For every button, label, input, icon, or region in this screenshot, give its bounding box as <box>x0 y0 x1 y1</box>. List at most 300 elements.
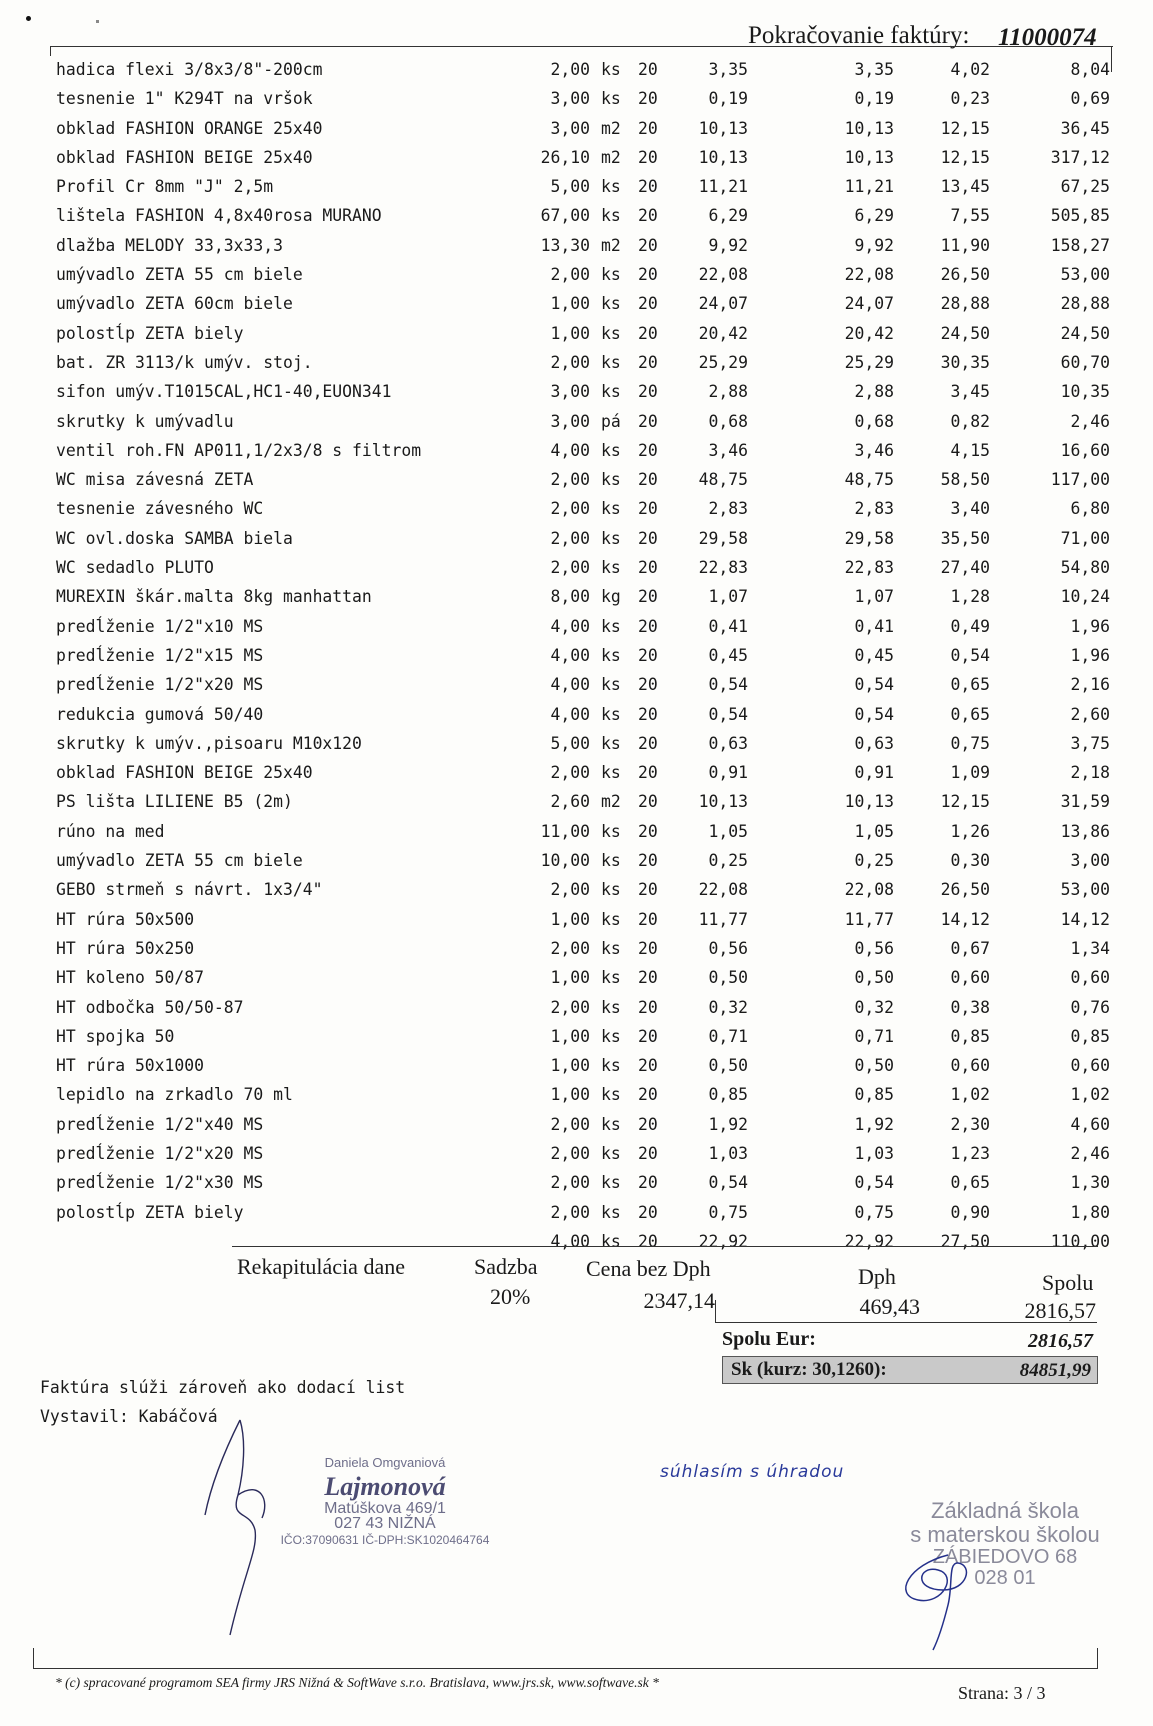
item-quantity: 5,00 <box>550 177 590 197</box>
item-quantity: 2,00 <box>550 528 590 548</box>
item-name: skrutky k umývadlu <box>56 411 234 431</box>
item-vat-rate: 20 <box>638 382 658 402</box>
item-total: 28,88 <box>1060 294 1110 314</box>
header-rule <box>50 46 1113 47</box>
item-unit-price: 0,19 <box>708 89 748 109</box>
item-unit: pá <box>601 411 621 431</box>
item-net: 0,32 <box>854 997 894 1017</box>
item-net: 22,08 <box>844 880 894 900</box>
item-quantity: 2,00 <box>550 763 590 783</box>
item-total: 36,45 <box>1060 118 1110 138</box>
item-unit: ks <box>601 616 621 636</box>
item-vat-rate: 20 <box>638 821 658 841</box>
item-quantity: 4,00 <box>550 675 590 695</box>
item-quantity: 1,00 <box>550 294 590 314</box>
item-gross: 0,67 <box>950 938 990 958</box>
item-net: 0,54 <box>854 704 894 724</box>
table-row <box>0 408 1153 437</box>
base-header: Cena bez Dph <box>586 1256 711 1281</box>
item-total: 31,59 <box>1060 792 1110 812</box>
item-gross: 26,50 <box>940 880 990 900</box>
table-row <box>0 202 1153 231</box>
item-total: 158,27 <box>1050 235 1110 255</box>
item-net: 2,83 <box>854 499 894 519</box>
item-net: 29,58 <box>844 528 894 548</box>
item-gross: 0,75 <box>950 733 990 753</box>
item-gross: 58,50 <box>940 470 990 490</box>
eur-total-label: Spolu Eur: <box>722 1328 816 1350</box>
table-row <box>0 994 1153 1023</box>
item-total: 110,00 <box>1050 1231 1110 1251</box>
item-gross: 13,45 <box>940 177 990 197</box>
item-name: redukcia gumová 50/40 <box>56 704 264 724</box>
item-vat-rate: 20 <box>638 1056 658 1076</box>
item-unit-price: 11,21 <box>698 177 748 197</box>
item-total: 13,86 <box>1060 821 1110 841</box>
item-total: 0,76 <box>1070 997 1110 1017</box>
item-total: 0,85 <box>1070 1026 1110 1046</box>
table-row <box>0 1052 1153 1081</box>
item-net: 6,29 <box>854 206 894 226</box>
table-row <box>0 85 1153 114</box>
item-name: WC sedadlo PLUTO <box>56 558 214 578</box>
sk-total-value: 84851,99 <box>1019 1360 1091 1381</box>
item-unit-price: 6,29 <box>708 206 748 226</box>
item-gross: 1,28 <box>950 587 990 607</box>
table-row <box>0 642 1153 671</box>
item-name: bat. ZR 3113/k umýv. stoj. <box>56 352 313 372</box>
item-name: tesnenie závesného WC <box>56 499 264 519</box>
item-name: umývadlo ZETA 55 cm biele <box>56 851 303 871</box>
item-quantity: 2,00 <box>550 60 590 79</box>
item-gross: 24,50 <box>940 323 990 343</box>
stamp-owner-name: Daniela Omgvaniová <box>324 1455 446 1470</box>
item-vat-rate: 20 <box>638 675 658 695</box>
item-total: 4,60 <box>1070 1114 1110 1134</box>
item-name: hadica flexi 3/8x3/8"-200cm <box>56 60 323 79</box>
item-gross: 27,40 <box>940 558 990 578</box>
item-name: GEBO strmeň s návrt. 1x3/4" <box>56 880 323 900</box>
item-vat-rate: 20 <box>638 733 658 753</box>
item-vat-rate: 20 <box>638 177 658 197</box>
item-quantity: 3,00 <box>550 411 590 431</box>
issued-by-text: Vystavil: Kabáčová <box>40 1407 218 1426</box>
item-unit-price: 22,92 <box>698 1231 748 1251</box>
item-unit-price: 0,25 <box>708 851 748 871</box>
item-unit-price: 20,42 <box>698 323 748 343</box>
table-row <box>0 261 1153 290</box>
item-unit: ks <box>601 821 621 841</box>
item-quantity: 26,10 <box>540 147 590 167</box>
handwritten-approval: súhlasím s úhradou <box>660 1462 845 1482</box>
item-gross: 26,50 <box>940 265 990 285</box>
item-vat-rate: 20 <box>638 265 658 285</box>
item-vat-rate: 20 <box>638 997 658 1017</box>
item-vat-rate: 20 <box>638 616 658 636</box>
item-net: 0,56 <box>854 938 894 958</box>
supplier-stamp <box>255 1455 515 1547</box>
table-row <box>0 1169 1153 1198</box>
vat-header: Dph <box>858 1264 896 1289</box>
item-vat-rate: 20 <box>638 1231 658 1251</box>
item-gross: 12,15 <box>940 118 990 138</box>
item-total: 14,12 <box>1060 909 1110 929</box>
item-quantity: 2,00 <box>550 880 590 900</box>
item-unit-price: 0,75 <box>708 1202 748 1222</box>
item-total: 2,60 <box>1070 704 1110 724</box>
item-name: umývadlo ZETA 55 cm biele <box>56 265 303 285</box>
table-row <box>0 906 1153 935</box>
item-net: 1,05 <box>854 821 894 841</box>
item-name: obklad FASHION BEIGE 25x40 <box>56 763 313 783</box>
item-unit: ks <box>601 997 621 1017</box>
item-gross: 2,30 <box>950 1114 990 1134</box>
table-row <box>0 1081 1153 1110</box>
item-name: HT koleno 50/87 <box>56 968 205 988</box>
item-vat-rate: 20 <box>638 118 658 138</box>
item-unit-price: 48,75 <box>698 470 748 490</box>
item-unit: ks <box>601 645 621 665</box>
table-row <box>0 847 1153 876</box>
item-net: 9,92 <box>854 235 894 255</box>
item-unit: ks <box>601 1056 621 1076</box>
item-vat-rate: 20 <box>638 1143 658 1163</box>
table-row <box>0 290 1153 319</box>
item-vat-rate: 20 <box>638 440 658 460</box>
item-quantity: 11,00 <box>540 821 590 841</box>
table-row <box>0 935 1153 964</box>
table-row <box>0 759 1153 788</box>
item-net: 0,68 <box>854 411 894 431</box>
footer-frame <box>33 1648 1098 1669</box>
item-name: dlažba MELODY 33,3x33,3 <box>56 235 283 255</box>
item-name: tesnenie 1" K294T na vršok <box>56 89 313 109</box>
item-net: 10,13 <box>844 792 894 812</box>
item-vat-rate: 20 <box>638 499 658 519</box>
item-net: 25,29 <box>844 352 894 372</box>
item-unit-price: 22,83 <box>698 558 748 578</box>
item-unit: m2 <box>601 235 621 255</box>
table-row <box>0 1111 1153 1140</box>
table-row <box>0 378 1153 407</box>
item-quantity: 10,00 <box>540 851 590 871</box>
item-name: ventil roh.FN AP011,1/2x3/8 s filtrom <box>56 440 422 460</box>
item-total: 0,69 <box>1070 89 1110 109</box>
item-vat-rate: 20 <box>638 880 658 900</box>
item-gross: 0,65 <box>950 1173 990 1193</box>
item-vat-rate: 20 <box>638 851 658 871</box>
item-name: umývadlo ZETA 60cm biele <box>56 294 293 314</box>
item-unit: ks <box>601 851 621 871</box>
item-total: 2,46 <box>1070 411 1110 431</box>
item-net: 10,13 <box>844 147 894 167</box>
item-unit: ks <box>601 1085 621 1105</box>
table-row <box>0 1199 1153 1228</box>
tax-summary <box>0 1240 1153 1390</box>
item-unit: ks <box>601 1173 621 1193</box>
item-gross: 1,02 <box>950 1085 990 1105</box>
item-net: 3,35 <box>854 60 894 79</box>
item-name: rúno na med <box>56 821 165 841</box>
table-row <box>0 466 1153 495</box>
item-unit-price: 10,13 <box>698 118 748 138</box>
item-net: 22,08 <box>844 265 894 285</box>
item-vat-rate: 20 <box>638 558 658 578</box>
item-total: 16,60 <box>1060 440 1110 460</box>
item-quantity: 4,00 <box>550 645 590 665</box>
table-row <box>0 115 1153 144</box>
item-quantity: 1,00 <box>550 968 590 988</box>
item-quantity: 4,00 <box>550 704 590 724</box>
item-net: 3,46 <box>854 440 894 460</box>
item-unit: ks <box>601 558 621 578</box>
page-header <box>0 0 1153 62</box>
item-unit: ks <box>601 177 621 197</box>
item-unit-price: 0,85 <box>708 1085 748 1105</box>
item-gross: 3,40 <box>950 499 990 519</box>
item-gross: 14,12 <box>940 909 990 929</box>
item-unit: ks <box>601 763 621 783</box>
item-gross: 0,65 <box>950 704 990 724</box>
item-unit: ks <box>601 265 621 285</box>
item-unit: m2 <box>601 147 621 167</box>
stamp-address: ZÁBIEDOVO 68 <box>932 1546 1078 1568</box>
table-row <box>0 56 1153 85</box>
table-row <box>0 818 1153 847</box>
item-total: 2,16 <box>1070 675 1110 695</box>
item-unit-price: 0,50 <box>708 968 748 988</box>
item-unit-price: 22,08 <box>698 880 748 900</box>
item-name: HT rúra 50x500 <box>56 909 195 929</box>
item-net: 0,63 <box>854 733 894 753</box>
item-quantity: 2,00 <box>550 1202 590 1222</box>
item-unit: ks <box>601 528 621 548</box>
continuation-title: Pokračovanie faktúry: <box>748 22 970 49</box>
item-vat-rate: 20 <box>638 1173 658 1193</box>
item-vat-rate: 20 <box>638 763 658 783</box>
item-net: 0,75 <box>854 1202 894 1222</box>
item-gross: 0,85 <box>950 1026 990 1046</box>
item-net: 48,75 <box>844 470 894 490</box>
item-unit: ks <box>601 909 621 929</box>
item-name: WC misa závesná ZETA <box>56 470 254 490</box>
item-net: 11,77 <box>844 909 894 929</box>
item-gross: 0,54 <box>950 645 990 665</box>
item-unit: ks <box>601 1231 621 1251</box>
item-gross: 0,23 <box>950 89 990 109</box>
item-name: predĺženie 1/2"x15 MS <box>56 645 264 665</box>
item-vat-rate: 20 <box>638 968 658 988</box>
table-row <box>0 701 1153 730</box>
software-footnote: * (c) spracované programom SEA firmy JRS Nižná & SoftWave s.r.o. Bratislava, www.jrs.sk, www.softwave.sk * <box>55 1675 659 1690</box>
item-quantity: 1,00 <box>550 1026 590 1046</box>
summary-rule <box>232 1246 1098 1247</box>
item-gross: 35,50 <box>940 528 990 548</box>
item-unit: ks <box>601 1114 621 1134</box>
item-name: HT rúra 50x1000 <box>56 1056 205 1076</box>
item-unit: ks <box>601 470 621 490</box>
item-vat-rate: 20 <box>638 89 658 109</box>
item-net: 0,45 <box>854 645 894 665</box>
table-row <box>0 144 1153 173</box>
item-total: 67,25 <box>1060 177 1110 197</box>
item-name: skrutky k umýv.,pisoaru M10x120 <box>56 733 362 753</box>
item-quantity: 2,00 <box>550 352 590 372</box>
table-row <box>0 613 1153 642</box>
item-total: 53,00 <box>1060 880 1110 900</box>
item-name: obklad FASHION ORANGE 25x40 <box>56 118 323 138</box>
item-total: 3,75 <box>1070 733 1110 753</box>
page-indicator: Strana: 3 / 3 <box>958 1683 1046 1703</box>
item-unit-price: 11,77 <box>698 909 748 929</box>
item-net: 0,54 <box>854 1173 894 1193</box>
item-vat-rate: 20 <box>638 938 658 958</box>
table-row <box>0 554 1153 583</box>
item-vat-rate: 20 <box>638 909 658 929</box>
item-unit: ks <box>601 89 621 109</box>
item-quantity: 2,00 <box>550 1143 590 1163</box>
item-unit-price: 0,32 <box>708 997 748 1017</box>
item-unit-price: 3,46 <box>708 440 748 460</box>
item-net: 0,54 <box>854 675 894 695</box>
item-gross: 11,90 <box>940 235 990 255</box>
item-gross: 7,55 <box>950 206 990 226</box>
item-unit-price: 0,91 <box>708 763 748 783</box>
item-vat-rate: 20 <box>638 645 658 665</box>
item-quantity: 2,00 <box>550 558 590 578</box>
item-unit-price: 1,07 <box>708 587 748 607</box>
item-quantity: 8,00 <box>550 587 590 607</box>
item-quantity: 3,00 <box>550 382 590 402</box>
item-unit-price: 0,54 <box>708 704 748 724</box>
delivery-note-text: Faktúra slúži zároveň ako dodací list <box>40 1378 406 1397</box>
item-quantity: 4,00 <box>550 440 590 460</box>
item-vat-rate: 20 <box>638 704 658 724</box>
item-name: MUREXIN škár.malta 8kg manhattan <box>56 587 372 607</box>
item-unit-price: 9,92 <box>708 235 748 255</box>
item-total: 53,00 <box>1060 265 1110 285</box>
rate-value: 20% <box>490 1284 531 1309</box>
item-unit: kg <box>601 587 621 607</box>
item-name: polostĺp ZETA biely <box>56 1202 244 1222</box>
item-gross: 0,38 <box>950 997 990 1017</box>
summary-label: Rekapitulácia dane <box>237 1254 405 1279</box>
stamp-city: 027 43 NIŽNÁ <box>334 1515 436 1532</box>
table-row <box>0 788 1153 817</box>
item-quantity: 2,00 <box>550 997 590 1017</box>
item-unit-price: 1,92 <box>708 1114 748 1134</box>
item-total: 1,96 <box>1070 616 1110 636</box>
item-vat-rate: 20 <box>638 1202 658 1222</box>
item-unit: ks <box>601 294 621 314</box>
item-gross: 0,30 <box>950 851 990 871</box>
table-row <box>0 1023 1153 1052</box>
item-total: 117,00 <box>1050 470 1110 490</box>
table-row <box>0 583 1153 612</box>
item-unit: ks <box>601 440 621 460</box>
stamp-brand: Lajmonová <box>324 1472 446 1501</box>
item-quantity: 2,00 <box>550 265 590 285</box>
item-vat-rate: 20 <box>638 1026 658 1046</box>
invoice-items <box>0 56 1153 1257</box>
total-header: Spolu <box>1042 1270 1094 1295</box>
item-quantity: 4,00 <box>550 1231 590 1251</box>
item-unit: ks <box>601 1026 621 1046</box>
item-name: HT spojka 50 <box>56 1026 175 1046</box>
item-net: 22,83 <box>844 558 894 578</box>
item-quantity: 1,00 <box>550 909 590 929</box>
item-quantity: 2,00 <box>550 470 590 490</box>
item-gross: 0,60 <box>950 1056 990 1076</box>
item-name: polostĺp ZETA biely <box>56 323 244 343</box>
item-total: 10,35 <box>1060 382 1110 402</box>
item-gross: 0,49 <box>950 616 990 636</box>
item-net: 1,03 <box>854 1143 894 1163</box>
item-net: 2,88 <box>854 382 894 402</box>
item-vat-rate: 20 <box>638 147 658 167</box>
item-name: PS lišta LILIENE B5 (2m) <box>56 792 293 812</box>
item-unit-price: 2,83 <box>708 499 748 519</box>
item-unit-price: 0,71 <box>708 1026 748 1046</box>
item-name: obklad FASHION BEIGE 25x40 <box>56 147 313 167</box>
item-vat-rate: 20 <box>638 587 658 607</box>
item-unit-price: 1,05 <box>708 821 748 841</box>
item-unit-price: 3,35 <box>708 60 748 79</box>
item-quantity: 1,00 <box>550 1085 590 1105</box>
item-unit: m2 <box>601 792 621 812</box>
table-row <box>0 437 1153 466</box>
item-unit-price: 0,68 <box>708 411 748 431</box>
table-row <box>0 876 1153 905</box>
item-unit: ks <box>601 1143 621 1163</box>
item-net: 0,50 <box>854 1056 894 1076</box>
item-total: 1,34 <box>1070 938 1110 958</box>
item-total: 24,50 <box>1060 323 1110 343</box>
item-total: 10,24 <box>1060 587 1110 607</box>
stamp-street: Matúškova 469/1 <box>324 1500 446 1517</box>
item-unit-price: 0,41 <box>708 616 748 636</box>
item-unit-price: 0,56 <box>708 938 748 958</box>
item-name: lištela FASHION 4,8x40rosa MURANO <box>56 206 382 226</box>
item-vat-rate: 20 <box>638 470 658 490</box>
item-unit: ks <box>601 60 621 79</box>
invoice-number: 11000074 <box>998 24 1097 51</box>
item-unit-price: 0,54 <box>708 1173 748 1193</box>
item-gross: 1,23 <box>950 1143 990 1163</box>
item-quantity: 4,00 <box>550 616 590 636</box>
item-net: 0,71 <box>854 1026 894 1046</box>
item-name: predĺženie 1/2"x30 MS <box>56 1173 264 1193</box>
summary-divider <box>715 1300 716 1322</box>
item-unit-price: 0,50 <box>708 1056 748 1076</box>
item-total: 505,85 <box>1050 206 1110 226</box>
table-row <box>0 232 1153 261</box>
total-value: 2816,57 <box>1024 1298 1096 1323</box>
item-unit-price: 0,45 <box>708 645 748 665</box>
item-name: sifon umýv.T1015CAL,HC1-40,EUON341 <box>56 382 392 402</box>
table-row <box>0 671 1153 700</box>
item-gross: 1,26 <box>950 821 990 841</box>
item-gross: 28,88 <box>940 294 990 314</box>
item-total: 60,70 <box>1060 352 1110 372</box>
item-unit: ks <box>601 938 621 958</box>
item-name: predĺženie 1/2"x20 MS <box>56 675 264 695</box>
item-net: 24,07 <box>844 294 894 314</box>
item-unit: ks <box>601 206 621 226</box>
table-row <box>0 320 1153 349</box>
item-total: 1,02 <box>1070 1085 1110 1105</box>
item-quantity: 5,00 <box>550 733 590 753</box>
